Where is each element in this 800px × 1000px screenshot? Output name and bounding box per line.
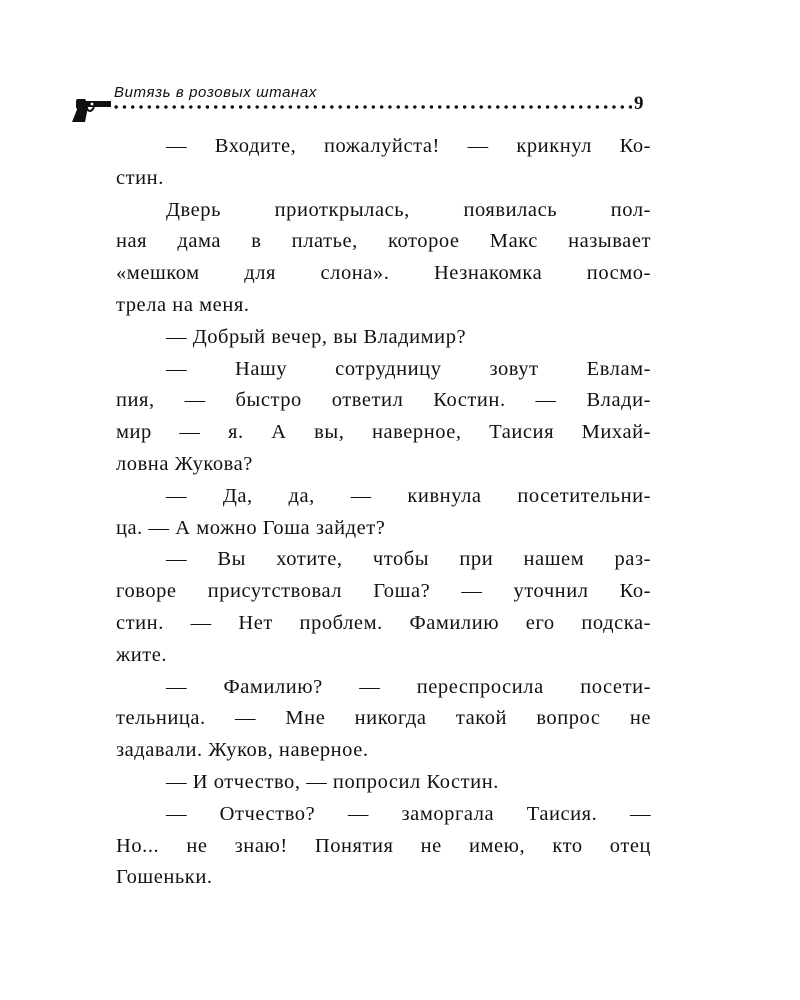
- text-line: задавали. Жуков, наверное.: [116, 739, 369, 762]
- text-line: жите.: [116, 643, 168, 666]
- text-line: ца. — А можно Гоша зайдет?: [116, 516, 386, 539]
- page-body: [116, 131, 651, 894]
- pistol-icon: [66, 97, 112, 123]
- running-title: Витязь в розовых штанах: [114, 84, 317, 101]
- text-line: — Нашу сотрудницу зовут Евлам-: [166, 357, 651, 380]
- text-line: ная дама в платье, которое Макс называет: [116, 230, 651, 253]
- text-line: — И отчество, — попросил Костин.: [166, 770, 499, 793]
- text-line: говоре присутствовал Гоша? — уточнил Ко-: [116, 580, 651, 603]
- text-line: — Да, да, — кивнула посетительни-: [166, 484, 651, 507]
- text-line: Дверь приоткрылась, появилась пол-: [166, 198, 651, 221]
- page-number: 9: [634, 93, 644, 114]
- text-line: Но... не знаю! Понятия не имею, кто отец: [116, 834, 651, 857]
- text-line: ловна Жукова?: [116, 452, 253, 475]
- dotted-leader: [112, 104, 632, 110]
- text-line: «мешком для слона». Незнакомка посмо-: [116, 262, 651, 285]
- text-line: Гошеньки.: [116, 866, 213, 889]
- text-line: тельница. — Мне никогда такой вопрос не: [116, 707, 651, 730]
- text-line: — Добрый вечер, вы Владимир?: [166, 325, 467, 348]
- text-line: стин. — Нет проблем. Фамилию его подска-: [116, 611, 651, 634]
- text-line: — Отчество? — заморгала Таисия. —: [166, 802, 651, 825]
- text-line: пия, — быстро ответил Костин. — Влади-: [116, 389, 651, 412]
- running-header: [66, 78, 654, 130]
- text-line: трела на меня.: [116, 293, 250, 316]
- text-line: — Входите, пожалуйста! — крикнул Ко-: [166, 135, 651, 157]
- text-line: — Фамилию? — переспросила посети-: [166, 675, 651, 698]
- text-line: мир — я. А вы, наверное, Таисия Михай-: [116, 421, 651, 444]
- text-line: — Вы хотите, чтобы при нашем раз-: [166, 548, 651, 571]
- text-line: стин.: [116, 166, 164, 189]
